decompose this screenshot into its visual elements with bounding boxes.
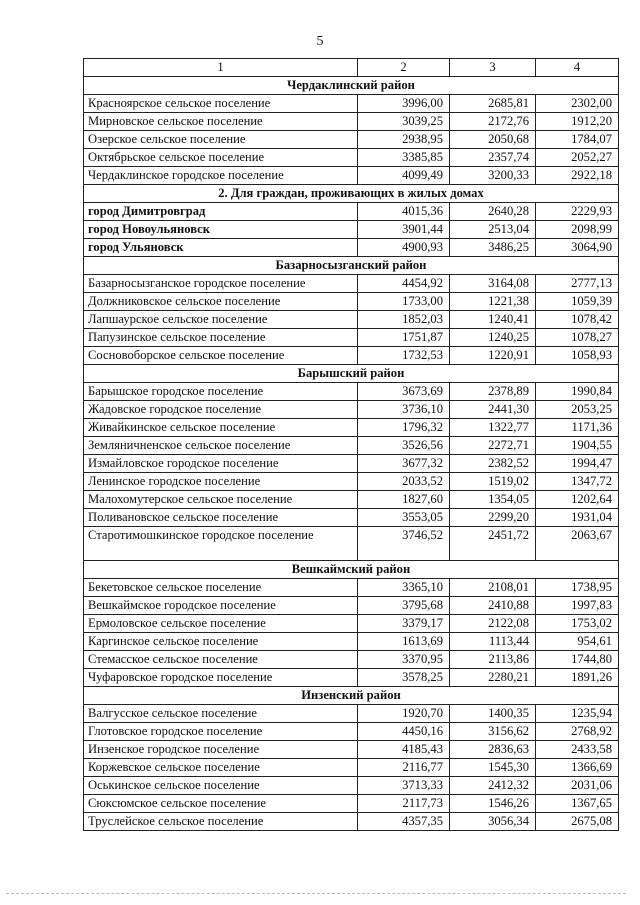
settlement-name-cell: Земляничненское сельское поселение [84,437,358,455]
value-col-4-cell: 1078,27 [536,329,619,347]
settlement-name-cell: Октябрьское сельское поселение [84,149,358,167]
settlement-name-cell: Труслейское сельское поселение [84,813,358,831]
section-header-row [84,687,619,705]
table-row [84,741,619,759]
table-row [84,293,619,311]
table-row [84,651,619,669]
header-row [84,59,619,77]
settlement-name-cell: Оськинское сельское поселение [84,777,358,795]
table-row [84,275,619,293]
value-col-4-cell: 1058,93 [536,347,619,365]
header-cell-3: 3 [450,59,536,77]
value-col-3-cell: 2172,76 [450,113,536,131]
value-col-2-cell: 1796,32 [358,419,450,437]
section-header-row [84,257,619,275]
value-col-4-cell: 1202,64 [536,491,619,509]
settlement-name-cell: Живайкинское сельское поселение [84,419,358,437]
settlement-name-cell: Ермоловское сельское поселение [84,615,358,633]
table-row [84,347,619,365]
value-col-3-cell: 2357,74 [450,149,536,167]
value-col-4-cell: 1997,83 [536,597,619,615]
settlement-name-cell: город Димитровград [84,203,358,221]
settlement-name-cell: Барышское городское поселение [84,383,358,401]
value-col-2-cell: 4450,16 [358,723,450,741]
header-cell-4: 4 [536,59,619,77]
value-col-4-cell: 1904,55 [536,437,619,455]
value-col-4-cell: 2922,18 [536,167,619,185]
value-col-3-cell: 1220,91 [450,347,536,365]
value-col-3-cell: 2299,20 [450,509,536,527]
table-row [84,633,619,651]
table-row [84,149,619,167]
settlement-name-cell: Старотимошкинское городское поселение [84,527,358,561]
scan-edge-line [6,893,626,895]
table-row [84,311,619,329]
value-col-3-cell: 2122,08 [450,615,536,633]
table-row [84,131,619,149]
value-col-2-cell: 3370,95 [358,651,450,669]
settlement-name-cell: Валгусское сельское поселение [84,705,358,723]
value-col-3-cell: 2382,52 [450,455,536,473]
value-col-4-cell: 2063,67 [536,527,619,561]
value-col-4-cell: 2777,13 [536,275,619,293]
value-col-4-cell: 1744,80 [536,651,619,669]
value-col-2-cell: 3996,00 [358,95,450,113]
value-col-2-cell: 3385,85 [358,149,450,167]
value-col-4-cell: 2229,93 [536,203,619,221]
table-row [84,491,619,509]
section-header-row [84,185,619,203]
value-col-4-cell: 1891,26 [536,669,619,687]
value-col-2-cell: 3746,52 [358,527,450,561]
table-row [84,239,619,257]
section-header-row [84,365,619,383]
settlement-name-cell: Чердаклинское городское поселение [84,167,358,185]
value-col-3-cell: 1113,44 [450,633,536,651]
value-col-3-cell: 2513,04 [450,221,536,239]
value-col-3-cell: 2113,86 [450,651,536,669]
value-col-2-cell: 3901,44 [358,221,450,239]
value-col-4-cell: 1367,65 [536,795,619,813]
page-number: 5 [316,34,324,49]
value-col-2-cell: 1751,87 [358,329,450,347]
value-col-3-cell: 2451,72 [450,527,536,561]
value-col-3-cell: 2640,28 [450,203,536,221]
table-row [84,437,619,455]
settlement-name-cell: Малохомутерское сельское поселение [84,491,358,509]
value-col-3-cell: 2410,88 [450,597,536,615]
section-title: Барышский район [84,365,619,383]
settlement-name-cell: Каргинское сельское поселение [84,633,358,651]
value-col-3-cell: 3156,62 [450,723,536,741]
table-row [84,401,619,419]
value-col-4-cell: 2768,92 [536,723,619,741]
value-col-2-cell: 1613,69 [358,633,450,651]
table-row [84,669,619,687]
value-col-4-cell: 2031,06 [536,777,619,795]
value-col-4-cell: 1784,07 [536,131,619,149]
settlement-name-cell: Базарносызганское городское поселение [84,275,358,293]
value-col-3-cell: 1545,30 [450,759,536,777]
value-col-2-cell: 3578,25 [358,669,450,687]
settlement-name-cell: Красноярское сельское поселение [84,95,358,113]
table-row [84,813,619,831]
settlement-name-cell: Жадовское городское поселение [84,401,358,419]
table-row [84,383,619,401]
header-cell-1: 1 [84,59,358,77]
table-row [84,509,619,527]
settlement-name-cell: Чуфаровское городское поселение [84,669,358,687]
value-col-3-cell: 3486,25 [450,239,536,257]
table-row [84,777,619,795]
table-row [84,579,619,597]
settlement-name-cell: Бекетовское сельское поселение [84,579,358,597]
table-row [84,455,619,473]
table-row [84,329,619,347]
value-col-3-cell: 3164,08 [450,275,536,293]
table-row [84,113,619,131]
settlement-name-cell: Озерское сельское поселение [84,131,358,149]
value-col-3-cell: 2685,81 [450,95,536,113]
value-col-2-cell: 3673,69 [358,383,450,401]
value-col-3-cell: 2280,21 [450,669,536,687]
table-row [84,705,619,723]
table-row [84,203,619,221]
table-row [84,759,619,777]
value-col-4-cell: 2302,00 [536,95,619,113]
value-col-4-cell: 1994,47 [536,455,619,473]
table-row [84,597,619,615]
value-col-3-cell: 1546,26 [450,795,536,813]
value-col-3-cell: 2441,30 [450,401,536,419]
value-col-2-cell: 1733,00 [358,293,450,311]
value-col-3-cell: 2412,32 [450,777,536,795]
value-col-2-cell: 3713,33 [358,777,450,795]
table-row [84,527,619,561]
value-col-4-cell: 3064,90 [536,239,619,257]
settlement-name-cell: Измайловское городское поселение [84,455,358,473]
table-row [84,795,619,813]
value-col-2-cell: 3379,17 [358,615,450,633]
value-col-2-cell: 2033,52 [358,473,450,491]
value-col-2-cell: 4099,49 [358,167,450,185]
value-col-3-cell: 1240,41 [450,311,536,329]
value-col-4-cell: 1078,42 [536,311,619,329]
table-row [84,167,619,185]
value-col-4-cell: 1753,02 [536,615,619,633]
value-col-4-cell: 1347,72 [536,473,619,491]
section-title: Чердаклинский район [84,77,619,95]
settlement-name-cell: город Ульяновск [84,239,358,257]
value-col-2-cell: 1852,03 [358,311,450,329]
value-col-3-cell: 1354,05 [450,491,536,509]
table-row [84,473,619,491]
value-col-4-cell: 2052,27 [536,149,619,167]
tariff-table [83,58,619,831]
table-row [84,723,619,741]
settlement-name-cell: Коржевское сельское поселение [84,759,358,777]
value-col-2-cell: 3039,25 [358,113,450,131]
value-col-2-cell: 2116,77 [358,759,450,777]
value-col-2-cell: 4454,92 [358,275,450,293]
value-col-4-cell: 2098,99 [536,221,619,239]
value-col-3-cell: 1240,25 [450,329,536,347]
value-col-3-cell: 1322,77 [450,419,536,437]
value-col-2-cell: 3553,05 [358,509,450,527]
value-col-3-cell: 2272,71 [450,437,536,455]
section-title: Базарносызганский район [84,257,619,275]
value-col-2-cell: 3365,10 [358,579,450,597]
value-col-3-cell: 2050,68 [450,131,536,149]
section-title: Инзенский район [84,687,619,705]
value-col-3-cell: 1221,38 [450,293,536,311]
value-col-3-cell: 3200,33 [450,167,536,185]
settlement-name-cell: Инзенское городское поселение [84,741,358,759]
settlement-name-cell: Ленинское городское поселение [84,473,358,491]
table-row [84,95,619,113]
settlement-name-cell: Поливановское сельское поселение [84,509,358,527]
value-col-2-cell: 1827,60 [358,491,450,509]
value-col-3-cell: 3056,34 [450,813,536,831]
value-col-4-cell: 954,61 [536,633,619,651]
table-row [84,419,619,437]
section-header-row [84,561,619,579]
value-col-4-cell: 1366,69 [536,759,619,777]
value-col-2-cell: 4900,93 [358,239,450,257]
value-col-4-cell: 1171,36 [536,419,619,437]
value-col-4-cell: 1912,20 [536,113,619,131]
value-col-2-cell: 3677,32 [358,455,450,473]
value-col-2-cell: 4185,43 [358,741,450,759]
value-col-4-cell: 1235,94 [536,705,619,723]
value-col-3-cell: 1519,02 [450,473,536,491]
settlement-name-cell: Папузинское сельское поселение [84,329,358,347]
value-col-3-cell: 2108,01 [450,579,536,597]
value-col-4-cell: 1059,39 [536,293,619,311]
settlement-name-cell: Вешкаймское городское поселение [84,597,358,615]
value-col-2-cell: 1732,53 [358,347,450,365]
settlement-name-cell: Сюксюмское сельское поселение [84,795,358,813]
table-row [84,221,619,239]
table-body [84,59,619,831]
settlement-name-cell: Стемасское сельское поселение [84,651,358,669]
value-col-3-cell: 2836,63 [450,741,536,759]
header-cell-2: 2 [358,59,450,77]
table-row [84,615,619,633]
value-col-2-cell: 3736,10 [358,401,450,419]
value-col-4-cell: 1931,04 [536,509,619,527]
value-col-2-cell: 3526,56 [358,437,450,455]
value-col-4-cell: 2053,25 [536,401,619,419]
value-col-3-cell: 2378,89 [450,383,536,401]
section-title: 2. Для граждан, проживающих в жилых домах [84,185,619,203]
value-col-2-cell: 4357,35 [358,813,450,831]
settlement-name-cell: Должниковское сельское поселение [84,293,358,311]
value-col-2-cell: 2117,73 [358,795,450,813]
value-col-4-cell: 2675,08 [536,813,619,831]
value-col-4-cell: 1738,95 [536,579,619,597]
settlement-name-cell: Мирновское сельское поселение [84,113,358,131]
value-col-2-cell: 1920,70 [358,705,450,723]
value-col-4-cell: 2433,58 [536,741,619,759]
settlement-name-cell: Лапшаурское сельское поселение [84,311,358,329]
value-col-2-cell: 2938,95 [358,131,450,149]
value-col-2-cell: 3795,68 [358,597,450,615]
value-col-3-cell: 1400,35 [450,705,536,723]
value-col-4-cell: 1990,84 [536,383,619,401]
section-header-row [84,77,619,95]
settlement-name-cell: Сосновоборское сельское поселение [84,347,358,365]
settlement-name-cell: город Новоульяновск [84,221,358,239]
section-title: Вешкаймский район [84,561,619,579]
settlement-name-cell: Глотовское городское поселение [84,723,358,741]
value-col-2-cell: 4015,36 [358,203,450,221]
